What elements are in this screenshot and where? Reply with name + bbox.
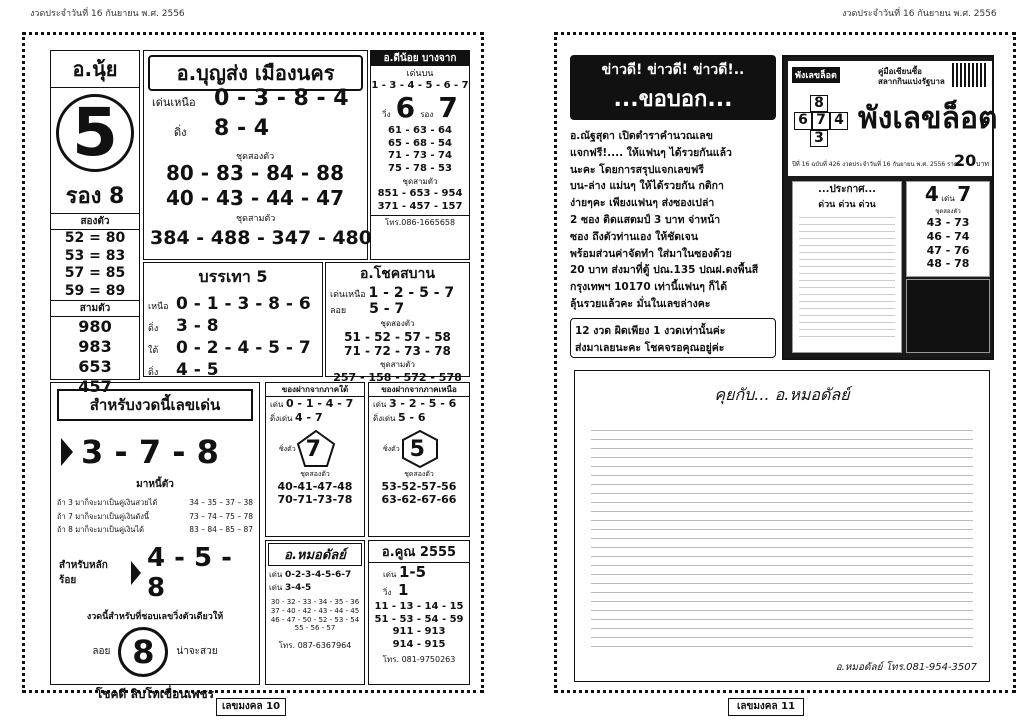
row-value: 3 - 2 - 5 - 6 (388, 397, 457, 410)
row-value: 0-2-3-4-5-6-7 (284, 570, 352, 580)
box-title: อ.หมอดัลย์ (268, 543, 362, 566)
grid-number: 6 (794, 112, 812, 129)
boonsong-box (143, 50, 372, 260)
north-big: 5 (409, 436, 425, 462)
special-big8: 8 (132, 632, 155, 671)
row-label: เด่น (373, 400, 387, 409)
special-main: 3 - 7 - 8 (81, 433, 219, 471)
row-label: สำหรับหลักร้อย (59, 559, 108, 586)
row-label: ถ้า 8 มาก็จะมาเป็นคู่เงินได้ (57, 525, 145, 534)
section-label: มาหนี้ตัว (136, 479, 174, 490)
line-label: ดิ่ง (174, 126, 187, 139)
row-value: 0 - 1 - 3 - 8 - 6 (176, 294, 311, 314)
section-label: ชุดสามตัว (380, 360, 415, 369)
line-value: 40 - 43 - 44 - 47 (166, 186, 345, 210)
chat-text-block (591, 422, 973, 654)
chok-box (325, 262, 470, 384)
list-item: 71 - 73 - 74 (388, 150, 452, 161)
row-value: 0 - 1 - 4 - 7 (285, 397, 354, 410)
rong-label: รอง (420, 110, 434, 119)
row-label: เด่น (270, 400, 284, 409)
grid-number: 4 (830, 112, 848, 129)
section-label: ชุดสามตัว (236, 214, 276, 224)
news-subtitle: ...ขอบอก... (613, 87, 733, 112)
arrow-icon (131, 561, 141, 585)
list-item: 53 = 83 (64, 247, 126, 264)
grid-number: 7 (812, 112, 830, 129)
news-line: อ.ณัฐสุดา เปิดตำราคำนวณเลข (570, 130, 713, 142)
section-label: ชุดสองตัว (935, 208, 961, 215)
grid-number: 3 (810, 130, 828, 147)
chat-title: คุยกับ... อ.หมอดัลย์ (714, 385, 850, 404)
list-item: 65 - 68 - 54 (388, 137, 452, 149)
section-label: ชุดสองตัว (236, 152, 275, 162)
list-item: 914 - 915 (392, 638, 446, 650)
section-label: ชุดสองตัว (404, 470, 434, 478)
row-value: 83 – 84 – 85 – 87 (189, 525, 253, 534)
ad-dark-panel (906, 279, 990, 353)
kun-box (368, 540, 470, 685)
row-label: ถ้า 7 มาก็จะมาเป็นคู่เงินดังนี้ (57, 511, 150, 521)
row-label: ถ้า 3 มาก็จะมาเป็นคู่เงินสวยได้ (57, 498, 158, 507)
phone: โทร. 087-6367964 (278, 641, 352, 650)
section-label: งวดนี้สำหรับที่ชอบเลขวิ่งตัวเดียวให้ (86, 611, 224, 622)
list-item: 75 - 78 - 53 (388, 162, 452, 174)
list-item: 48 - 78 (926, 257, 970, 271)
list-item: 653 (78, 357, 112, 376)
row-value: 0 - 2 - 4 - 5 - 7 (176, 338, 311, 358)
news-line: แจกฟรี!.... ให้แฟนๆ ได้รวยกันแล้ว (570, 146, 732, 159)
ad-price: 20 (954, 151, 977, 170)
news-line: บน-ล่าง แม่นๆ ให้ได้รวยกัน กติกา (570, 180, 724, 193)
arrow-icon (61, 438, 73, 466)
barcode-icon (952, 63, 988, 87)
line-label: เด่นเหนือ (152, 96, 196, 109)
nui-two-list (51, 230, 139, 300)
ad-side-two: 7 (957, 182, 972, 206)
row-label: ดิ่งเด่น (373, 414, 396, 423)
row-label: ลอย (330, 306, 347, 316)
row-value: 34 – 35 – 37 – 38 (189, 498, 253, 507)
list-item: 457 (78, 377, 112, 396)
row-value: 1 - 2 - 5 - 7 (368, 285, 455, 301)
ad-side-main: 4 (924, 182, 939, 206)
row-value: 3 - 8 (176, 316, 219, 336)
news-line: กรุงเทพฯ 10170 เท่านี้แฟนๆ ก็ได้ (570, 281, 728, 294)
row-label: ดิ่ง (148, 368, 159, 378)
list-item: 851 - 653 - 954 (377, 188, 463, 199)
special-title: สำหรับงวดนี้เลขเด่น (57, 389, 253, 421)
news-line: ง่ายๆคะ เพียงแฟนๆ ส่งซองเปล่า (570, 197, 715, 210)
list-item: 911 - 913 (392, 626, 446, 637)
news-line: ลุ้นรวยแล้วคะ มั่นในเลขล่างคะ (570, 297, 711, 310)
deenoi-big: 6 (395, 91, 416, 124)
row-value: 4 - 5 (176, 360, 219, 380)
grid-number: 8 (810, 95, 828, 112)
news-line: นะคะ โดยการสรุปแจกเลขฟรี (570, 163, 704, 176)
nui-rong: รอง 8 (65, 184, 125, 209)
row-label: เด่น (269, 570, 283, 579)
row-label: น่าจะสวย (176, 646, 218, 657)
wing-label: วิ่ง (382, 110, 391, 119)
nui-two-label: สองตัว (51, 213, 139, 230)
phone: โทร. 081-9750263 (382, 655, 456, 664)
list-item: 30 - 32 - 33 - 34 - 35 - 36 (270, 598, 360, 606)
list-item: 51 - 53 - 54 - 59 (374, 613, 464, 625)
section-label: ชุดสองตัว (300, 470, 330, 478)
chok-title: อ.โชคสบาน (360, 266, 435, 282)
line-value: 53-52-57-56 (381, 480, 457, 493)
list-item: 11 - 13 - 14 - 15 (374, 601, 464, 612)
chat-signature: อ.หมอดัลย์ โทร.081-954-3507 (835, 662, 977, 673)
special-box (50, 382, 260, 701)
list-item: 52 = 80 (64, 230, 126, 246)
signature: โชคดี ลิบโทเขื่อนเพชร (95, 686, 215, 701)
row-label: ดิ่งเด่น (270, 414, 293, 423)
line-value: 40-41-47-48 (277, 480, 353, 493)
line-value: 384 - 488 - 347 - 480 (150, 227, 372, 249)
row-label: เด่น (383, 570, 397, 579)
line-value: 0 - 3 - 8 - 4 (214, 86, 349, 111)
row-value: 4 - 7 (295, 411, 323, 424)
ad-announce2: ด่วน ด่วน ด่วน (818, 200, 876, 210)
deenoi-box (370, 50, 470, 260)
list-item: 43 - 73 (926, 216, 970, 229)
ad-tag: สลากกินแบ่งรัฐบาล (878, 77, 945, 86)
line-value: 1 - 3 - 4 - 5 - 6 - 7 (371, 80, 469, 91)
digit-value: 4 - 5 - 8 (147, 542, 232, 603)
page-footer: เลขมงคล 11 (728, 698, 804, 716)
box-title: อ.คูณ 2555 (369, 541, 469, 563)
line-value: 70-71-73-78 (277, 493, 353, 506)
list-item: 61 - 63 - 64 (388, 125, 452, 136)
ad-tag: คู่มือเซียนซื้อ (878, 67, 922, 76)
list-item: 46 - 74 (926, 229, 970, 243)
news-line: ซอง ถึงตัวท่านเอง ให้ชัดเจน (570, 230, 698, 243)
row-value: 5 - 7 (369, 301, 405, 317)
page-header: งวดประจำวันที่ 16 กันยายน พ.ศ. 2556 (842, 9, 997, 19)
row-value: 5 - 6 (398, 411, 426, 424)
nui-title: อ.นุ้ย (51, 51, 139, 88)
ad-issue: ปีที่ 16 ฉบับที่ 426 งวดประจำวันที่ 16 กันยายน พ.ศ. 2556 ราคา (792, 161, 962, 168)
list-item: 47 - 76 (926, 243, 970, 257)
row-label: เด่นเหนือ (330, 290, 366, 300)
line-value: 63-62-67-66 (381, 493, 457, 506)
news-title: ข่าวดี! ข่าวดี! ข่าวดี!.. (601, 62, 745, 78)
row-value: 3-4-5 (284, 583, 312, 593)
news-box (570, 55, 776, 360)
ad-text-block (799, 217, 895, 338)
chat-box (574, 370, 990, 682)
row-value: 73 – 74 – 75 – 78 (189, 511, 253, 521)
ad-side-label: เด่น (941, 194, 955, 203)
line-value: 71 - 72 - 73 - 78 (344, 344, 451, 358)
note-line: 12 งวด ผิดเพียง 1 งวดเท่านั้นค่ะ (575, 325, 726, 337)
note-line: ส่งมาเลยนะคะ โชคจรอคุณอยู่ค่ะ (575, 342, 725, 354)
page-header: งวดประจำวันที่ 16 กันยายน พ.ศ. 2556 (30, 9, 185, 19)
line-value: 51 - 52 - 57 - 58 (344, 330, 451, 344)
nui-main-number: 5 (72, 94, 118, 171)
list-item: 980 (78, 317, 112, 336)
row-label: ใต้ (148, 346, 159, 356)
list-item: 983 (78, 337, 112, 356)
row-label: ลอย (92, 646, 111, 657)
ad-announce: ...ประกาศ... (818, 184, 876, 195)
row-label: ซิ่งตัว (279, 444, 296, 453)
row-value: 1 (397, 581, 409, 599)
ad-brand: พังเลขล็อต (858, 101, 998, 136)
row-label: ซิ่งตัว (383, 444, 400, 453)
box-title: ของฝากจากภาคเหนือ (369, 383, 469, 397)
section-label: เด่นบน (406, 69, 434, 79)
list-item: 37 - 40 - 42 - 43 - 44 - 45 (270, 606, 360, 615)
line-value: 257 - 158 - 572 - 578 (333, 371, 462, 384)
mor-box (265, 540, 365, 685)
south-big: 7 (305, 436, 321, 462)
news-line: 20 บาท ส่งมาที่ตู้ ปณ.135 ปณฝ.ดงพื้นสี (570, 264, 759, 277)
boonsong-title: อ.บุญส่ง เมืองนคร (148, 55, 363, 91)
list-item: 59 = 89 (64, 282, 126, 299)
ad-box (782, 55, 998, 360)
list-item: 371 - 457 - 157 (377, 200, 463, 212)
line-value: 80 - 83 - 84 - 88 (166, 161, 345, 185)
section-label: ชุดสองตัว (380, 319, 415, 328)
news-line: พร้อมส่วนค่าจัดทำ ใส่มาในซองด้วย (570, 247, 732, 260)
list-item: 46 - 47 - 50 - 52 - 53 - 54 (270, 615, 360, 624)
deenoi-big2: 7 (438, 91, 458, 124)
row-label: วิ่ง (383, 588, 392, 597)
row-label: ดิ่ง (148, 324, 159, 334)
line-value: 8 - 4 (214, 116, 270, 141)
phone: โทร.086-1665658 (371, 215, 469, 229)
row-label: เด่น (269, 583, 283, 592)
box-title: ของฝากจากภาคใต้ (266, 383, 364, 397)
bantao-title: บรรเทา 5 (198, 267, 268, 286)
north-box (368, 382, 470, 537)
row-label: เหนือ (148, 302, 169, 312)
right-page (512, 0, 1024, 724)
page-footer: เลขมงคล 10 (216, 698, 286, 716)
nui-three-label: สามตัว (51, 300, 139, 317)
nui-box (50, 50, 140, 396)
bantao-box (143, 262, 323, 380)
row-value: 1-5 (398, 563, 427, 581)
list-item: 55 - 56 - 57 (294, 624, 336, 633)
news-line: 2 ซอง ติดแสตมป์ 3 บาท จ่าหน้า (570, 213, 721, 226)
list-item: 57 = 85 (64, 265, 126, 281)
ad-baht: บาท (976, 160, 989, 168)
south-box (265, 382, 365, 537)
news-note (570, 318, 776, 358)
section-label: ชุดสามตัว (402, 177, 438, 186)
deenoi-title: อ.ดีน้อย บางจาก (371, 51, 469, 66)
ad-brand-small: พังเลขล็อต (792, 67, 840, 83)
